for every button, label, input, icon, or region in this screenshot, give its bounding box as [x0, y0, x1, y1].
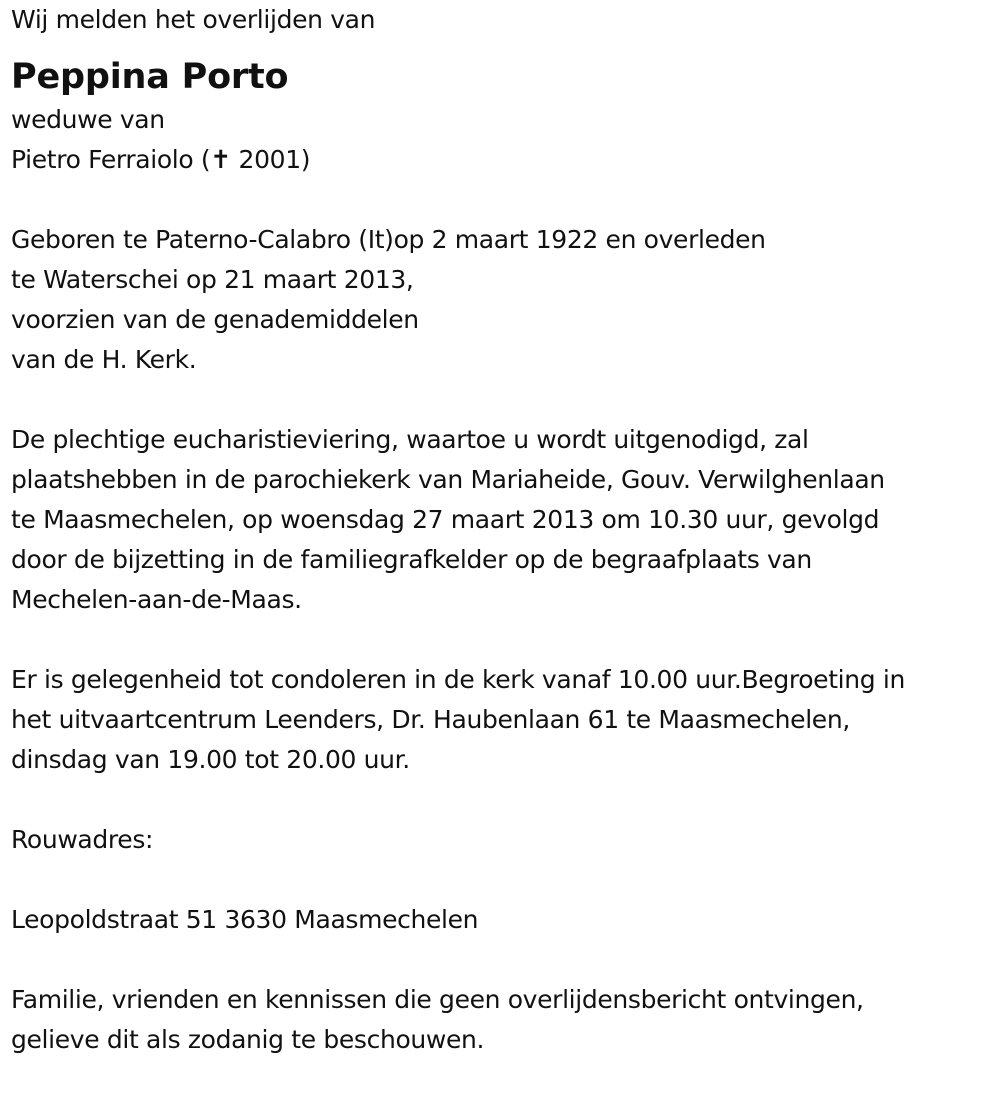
birth-death-line-3: voorzien van de genademiddelen — [11, 305, 419, 334]
condolence-line-1: Er is gelegenheid tot condoleren in de kerk vanaf 10.00 uur.Begroeting in — [11, 665, 905, 694]
ceremony-line-4: door de bijzetting in de familiegrafkelder op de begraafplaats van — [11, 545, 812, 574]
condolence-line-3: dinsdag van 19.00 tot 20.00 uur. — [11, 745, 410, 774]
ceremony-line-3: te Maasmechelen, op woensdag 27 maart 2013 om 10.30 uur, gevolgd — [11, 505, 880, 534]
spacer — [11, 940, 996, 980]
spacer — [11, 780, 996, 820]
ceremony-paragraph — [11, 420, 996, 620]
closing-paragraph — [11, 980, 996, 1060]
widow-line-2: Pietro Ferraiolo (✝ 2001) — [11, 145, 311, 174]
intro-text: Wij melden het overlijden van — [11, 5, 376, 34]
ceremony-line-5: Mechelen-aan-de-Maas. — [11, 585, 302, 614]
deceased-name: Peppina Porto — [11, 57, 289, 97]
spacer — [11, 180, 996, 220]
obituary-notice — [11, 0, 996, 1060]
closing-line-2: gelieve dit als zodanig te beschouwen. — [11, 1025, 485, 1054]
widow-block — [11, 100, 996, 180]
closing-line-1: Familie, vrienden en kennissen die geen overlijdensbericht ontvingen, — [11, 985, 864, 1014]
condolence-line-2: het uitvaartcentrum Leenders, Dr. Haubenlaan 61 te Maasmechelen, — [11, 705, 850, 734]
spacer — [11, 620, 996, 660]
ceremony-line-1: De plechtige eucharistieviering, waartoe u wordt uitgenodigd, zal — [11, 425, 809, 454]
birth-death-paragraph — [11, 220, 996, 380]
spacer — [11, 860, 996, 900]
ceremony-line-2: plaatshebben in de parochiekerk van Mariaheide, Gouv. Verwilghenlaan — [11, 465, 885, 494]
mourning-address: Leopoldstraat 51 3630 Maasmechelen — [11, 905, 479, 934]
birth-death-line-1: Geboren te Paterno-Calabro (It)op 2 maart 1922 en overleden — [11, 225, 766, 254]
condolence-paragraph — [11, 660, 996, 780]
birth-death-line-2: te Waterschei op 21 maart 2013, — [11, 265, 414, 294]
address-label: Rouwadres: — [11, 825, 154, 854]
widow-line-1: weduwe van — [11, 105, 165, 134]
birth-death-line-4: van de H. Kerk. — [11, 345, 197, 374]
spacer — [11, 40, 996, 54]
spacer — [11, 380, 996, 420]
